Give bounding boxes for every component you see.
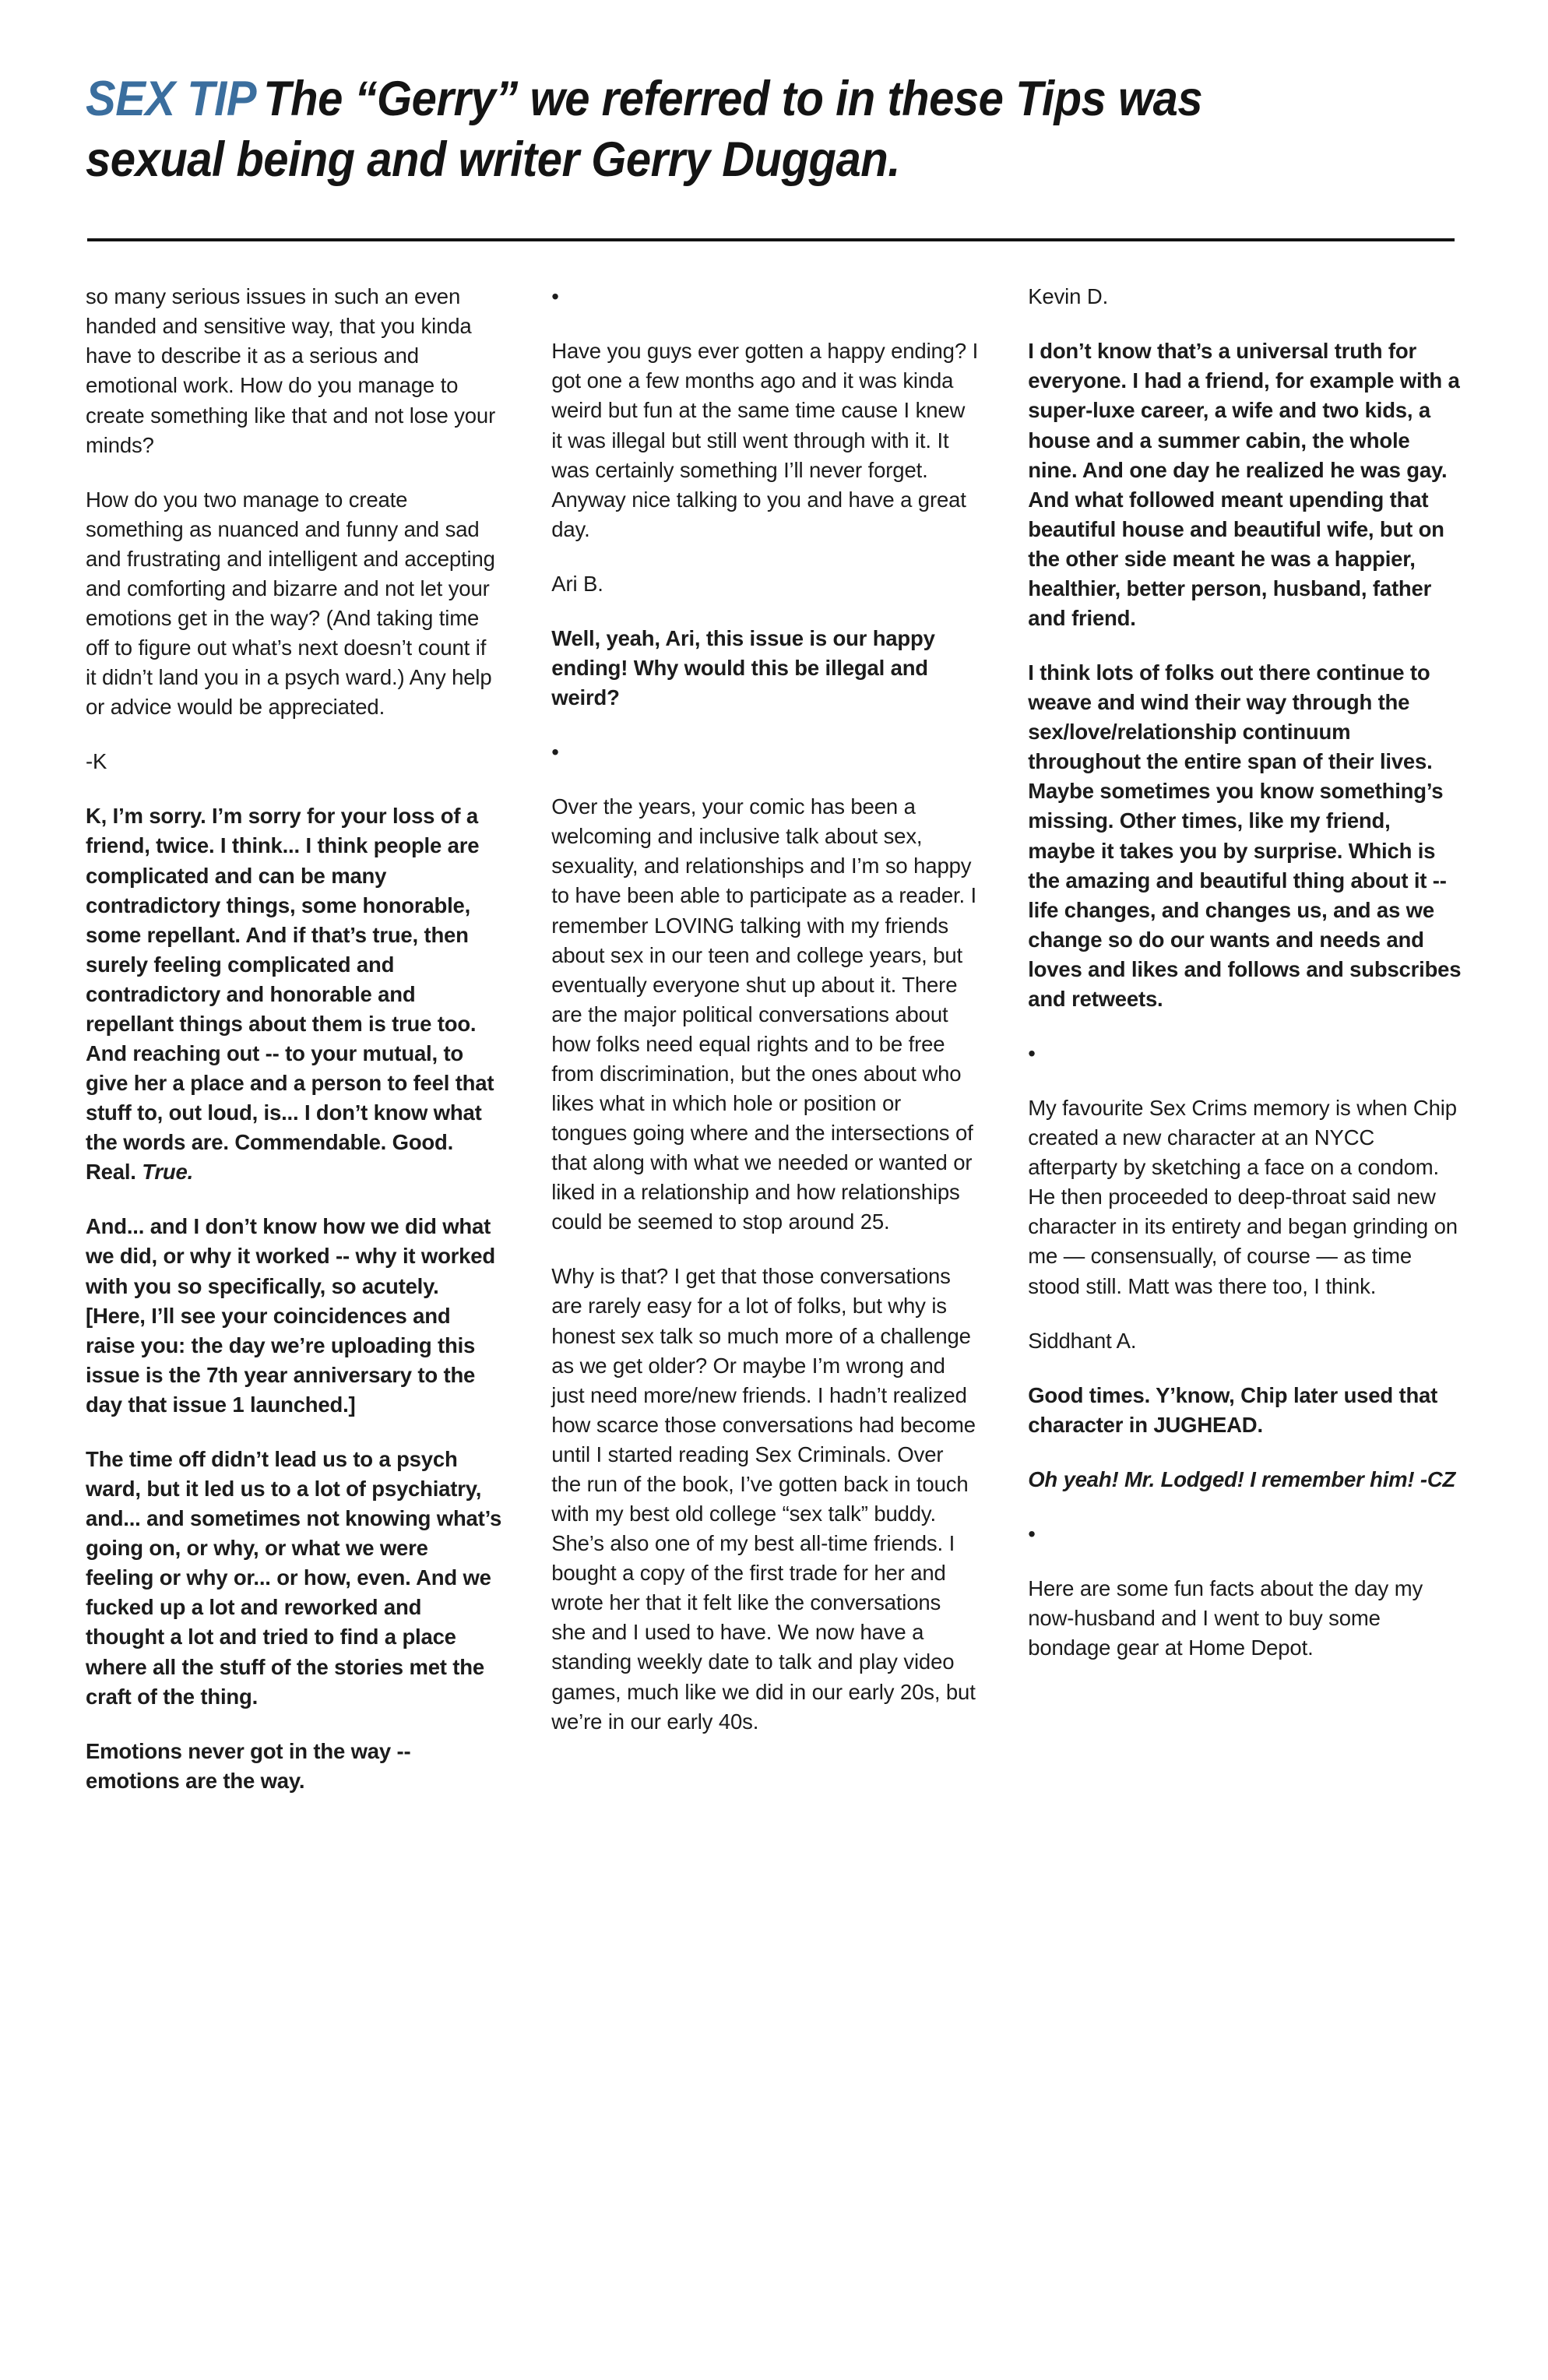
page-title bbox=[86, 69, 1345, 190]
aside-paragraph: Oh yeah! Mr. Lodged! I remember him! -CZ bbox=[1028, 1466, 1456, 1491]
letter-paragraph: -K bbox=[86, 749, 107, 774]
headline-text: The “Gerry” we referred to in these Tips was sexual being and writer Gerry Duggan. bbox=[86, 72, 1203, 188]
reply-paragraph: Emotions never got in the way -- emotions are the way. bbox=[86, 1738, 411, 1793]
paragraph-text: K, I’m sorry. I’m sorry for your loss of a friend, twice. I think... I think people are complicated and can be many contradictory things, some honorable, some repellant. And if that’s true, then surely feeling complicated and contradictory and honorable and repellant things about them is true too. And reaching out -- to your mutual, to give her a place and a person to feel that stuff to, out loud, is... I don’t know what the words are. Commendable. Good. Real. bbox=[86, 804, 494, 1185]
bullet-separator: • bbox=[551, 284, 559, 309]
bullet-separator: • bbox=[1028, 1041, 1036, 1066]
reply-paragraph: Good times. Y’know, Chip later used that character in JUGHEAD. bbox=[1028, 1382, 1438, 1437]
column-3 bbox=[1028, 282, 1462, 1663]
letter-paragraph: Over the years, your comic has been a welcoming and inclusive talk about sex, sexuality, and relationships and I’m so happy to have been able to participate as a reader. I remember LOVING talking with my friends about sex in our teen and college years, but eventually everyone shut up about it. There are the major political conversations about how folks need equal rights and to be free from discrimination, but the ones about who likes what in which hole or position or tongues going where and the intersections of that along with what we needed or wanted or liked in a relationship and how relationships could be seemed to stop around 25. bbox=[551, 794, 977, 1234]
reply-paragraph bbox=[86, 801, 501, 1187]
bullet-separator: • bbox=[1028, 1521, 1036, 1546]
letter-paragraph: Kevin D. bbox=[1028, 284, 1109, 309]
letter-paragraph: Why is that? I get that those conversations are rarely easy for a lot of folks, but why is honest sex talk so much more of a challenge as we get older? Or maybe I’m wrong and just need more/new friends. I hadn’t realized how scarce those conversations had become until I started reading Sex Criminals. Over the run of the book, I’ve gotten back in touch with my best old college “sex talk” buddy. She’s also one of my best all-time friends. I bought a copy of the first trade for her and wrote her that it felt like the conversations she and I used to have. We now have a standing weekly date to talk and play video games, much like we did in our early 20s, but we’re in our early 40s. bbox=[551, 1264, 976, 1734]
letter-paragraph: Siddhant A. bbox=[1028, 1328, 1137, 1353]
column-2 bbox=[551, 282, 978, 1736]
bullet-separator: • bbox=[551, 740, 559, 765]
emphasis-text: True. bbox=[142, 1160, 194, 1185]
letter-paragraph: Here are some fun facts about the day my now-husband and I went to buy some bondage gear at Home Depot. bbox=[1028, 1576, 1423, 1660]
reply-paragraph: The time off didn’t lead us to a psych ward, but it led us to a lot of psychiatry, and... and sometimes not knowing what’s going on, or why, or what we were feeling or why or... or how, even. And we fucked up a lot and reworked and thought a lot and tried to find a place where all the stuff of the stories met the craft of the thing. bbox=[86, 1446, 502, 1709]
sex-tip-kicker: SEX TIP bbox=[86, 72, 257, 126]
letter-paragraph: Have you guys ever gotten a happy ending? I got one a few months ago and it was kinda weird but fun at the same time cause I knew it was illegal but still went through with it. It was certainly something I’ll never forget. Anyway nice talking to you and have a great day. bbox=[551, 339, 979, 541]
reply-paragraph: And... and I don’t know how we did what we did, or why it worked -- why it worked with you so specifically, so acutely. [Here, I’ll see your coincidences and raise you: the day we’re uploading this issue is the 7th year anniversary to the day that issue 1 launched.] bbox=[86, 1214, 495, 1417]
reply-paragraph: Well, yeah, Ari, this issue is our happy ending! Why would this be illegal and weird? bbox=[551, 625, 935, 710]
reply-paragraph: I don’t know that’s a universal truth for everyone. I had a friend, for example with a super-luxe career, a wife and two kids, a house and a summer cabin, the whole nine. And one day he realized he was gay. And what followed meant upending that beautiful house and beautiful wife, but on the other side meant he was a happier, healthier, better person, husband, father and friend. bbox=[1028, 339, 1460, 630]
letter-paragraph: so many serious issues in such an even handed and sensitive way, that you kinda have to describe it as a serious and emotional work. How do you manage to create something like that and not lose your minds? bbox=[86, 284, 496, 457]
column-1 bbox=[86, 282, 501, 1796]
letter-paragraph: How do you two manage to create something as nuanced and funny and sad and frustrating and intelligent and accepting and comforting and bizarre and not let your emotions get in the way? (And taking time off to figure out what’s next doesn’t count if it didn’t land you in a psych ward.) Any help or advice would be appreciated. bbox=[86, 487, 495, 720]
letter-paragraph: My favourite Sex Crims memory is when Chip created a new character at an NYCC afterparty by sketching a face on a condom. He then proceeded to deep-throat said new character in its entirety and began grinding on me — consensually, of course — as time stood still. Matt was there too, I think. bbox=[1028, 1096, 1458, 1298]
page-header bbox=[0, 0, 1548, 190]
reply-paragraph: I think lots of folks out there continue to weave and wind their way through the sex/love/relationship continuum throughout the entire span of their lives. Maybe sometimes you know something’s missing. Other times, like my friend, maybe it takes you by surprise. Which is the amazing and beautiful thing about it -- life changes, and changes us, and as we change so do our wants and needs and loves and likes and follows and subscribes and retweets. bbox=[1028, 660, 1462, 1011]
letter-paragraph: Ari B. bbox=[551, 571, 603, 596]
article-columns bbox=[0, 241, 1548, 1796]
